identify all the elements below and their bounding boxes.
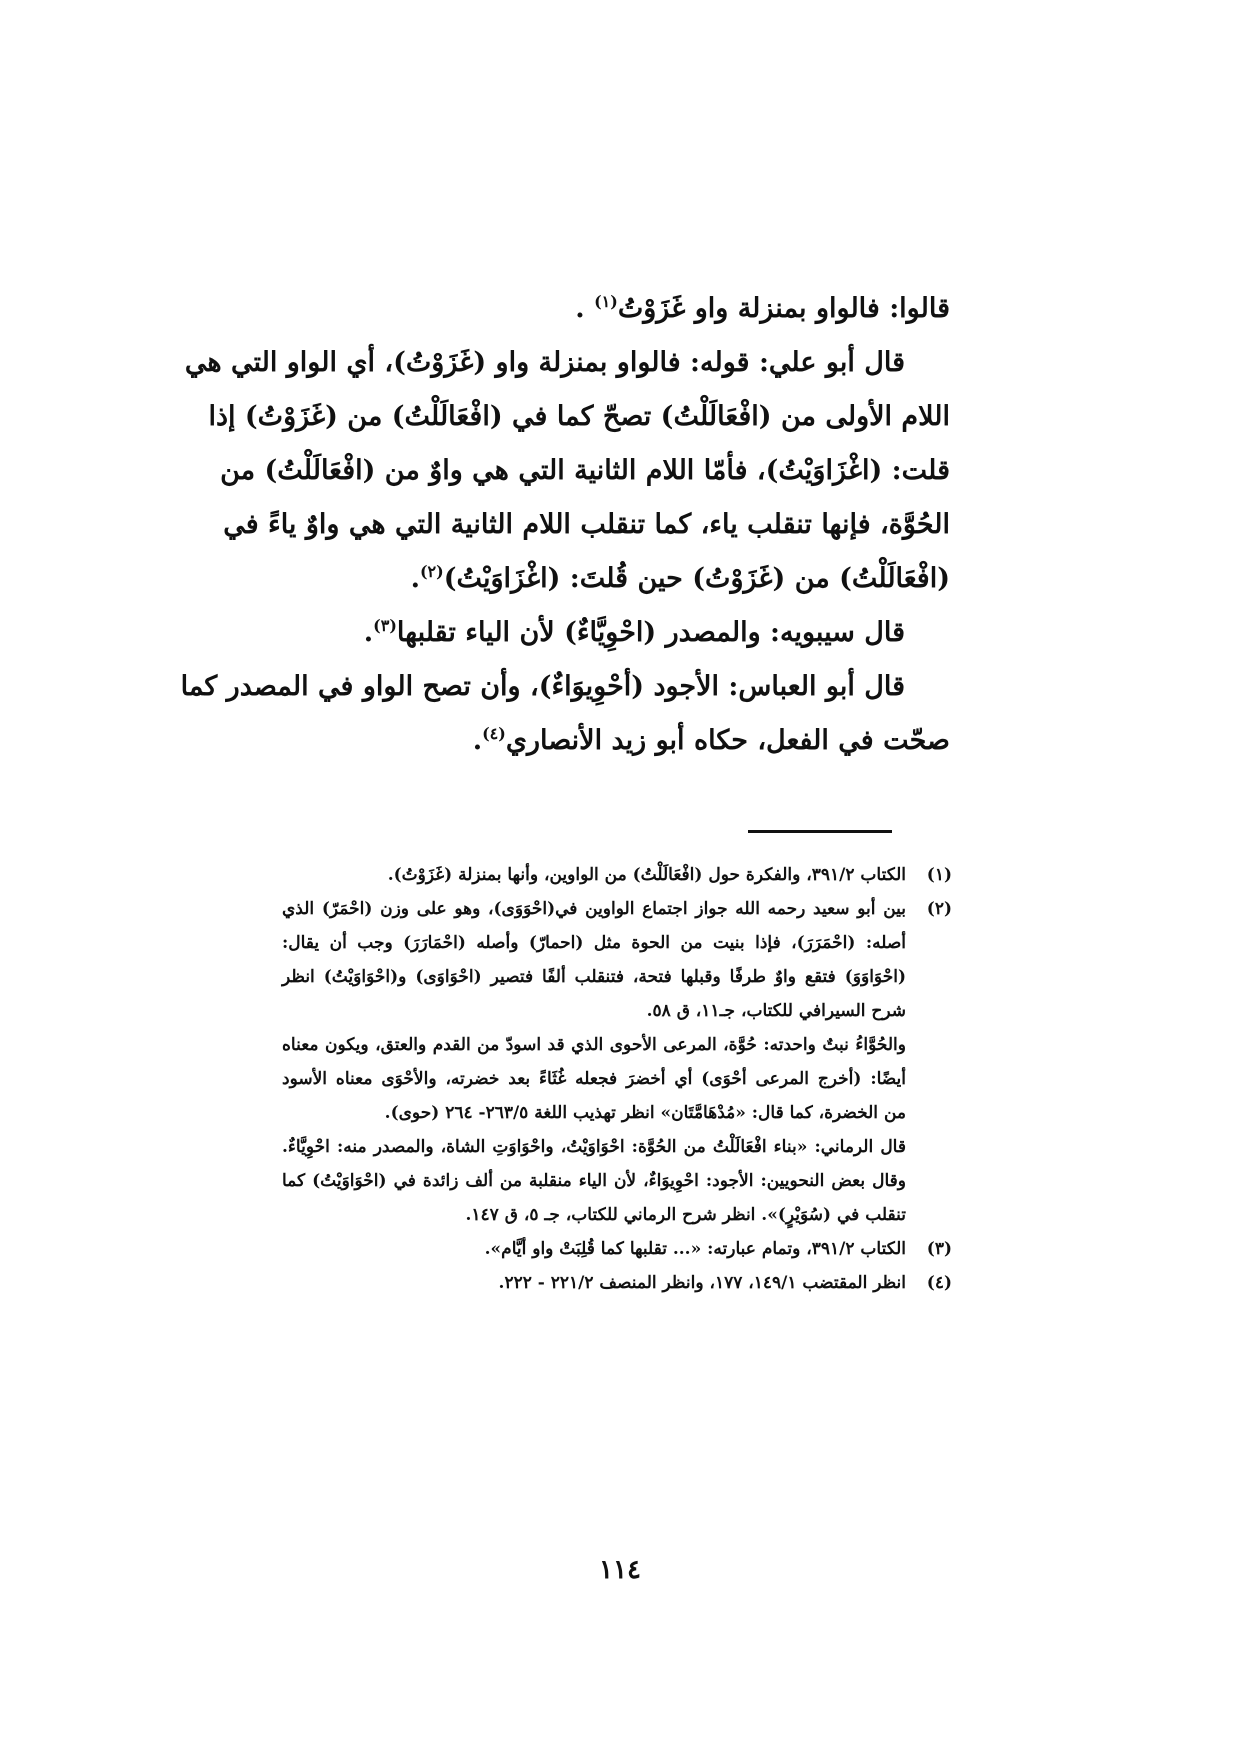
footnote-line: من الخضرة، كما قال: «مُدْهَامَّتَان» انظر تهذيب اللغة ٢٦٣/٥- ٢٦٤ (حوى). (384, 1103, 906, 1123)
footnote-line: انظر المقتضب ١٤٩/١، ١٧٧، وانظر المنصف ٢٢١/٢ - ٢٢٢. (498, 1273, 906, 1293)
text-line: قال سيبويه: والمصدر (احْوِيَّاءٌ) لأن الياء تقلبها$^{(٣)}$. (363, 616, 905, 648)
footnote-line: أيضًا: (أخرج المرعى أحْوَى) أي أخضرَ فجعله غُثَاءً بعد خضرته، والأحْوَى معناه الأسود (282, 1069, 906, 1089)
footnote-4 (282, 1266, 952, 1300)
text-line: قلت: (اغْزَاوَيْتُ)، فأمّا اللام الثانية التي هي واوٌ من (افْعَالَلْتُ) من (220, 455, 950, 486)
main-text (180, 282, 950, 768)
footnote-ref[interactable]: (٣) (373, 616, 397, 635)
footnote-line: بين أبو سعيد رحمه الله جواز اجتماع الواوين في(احْوَوَى)، وهو على وزن (احْمَرّ) الذي (282, 899, 906, 919)
footnote-number: (١) (926, 865, 952, 885)
page-number: ١١٤ (599, 1555, 641, 1585)
text-line: الحُوَّة، فإنها تنقلب ياء، كما تنقلب اللام الثانية التي هي واوٌ ياءً في (223, 509, 950, 540)
footnote-line: وقال بعض النحويين: الأجود: احْوِيوَاءٌ، لأن الياء منقلبة من ألف زائدة في (احْوَاوَيْتُ) كما (282, 1171, 906, 1191)
footnote-3 (282, 1232, 952, 1266)
footnote-ref[interactable]: (٤) (482, 724, 506, 743)
footnotes (282, 858, 952, 1300)
footnote-ref[interactable]: (١) (594, 292, 618, 311)
footnote-line: قال الرماني: «بناء افْعَالَلْتُ من الحُوَّة: احْوَاوَيْتُ، واحْوَاوَتِ الشاة، والمصدر منه: احْوِيَّاءٌ. (282, 1137, 906, 1157)
text-line: (افْعَالَلْتُ) من (غَزَوْتُ) حين قُلتَ: (اغْزَاوَيْتُ)$^{(٢)}$. (410, 562, 950, 594)
footnote-line: شرح السيرافي للكتاب، جـ١١، ق ٥٨. (646, 1001, 906, 1021)
text-line: قال أبو علي: قوله: فالواو بمنزلة واو (غَزَوْتُ)، أي الواو التي هي (184, 347, 905, 378)
footnote-number: (٣) (926, 1239, 952, 1259)
footnote-line: (احْوَاوَوَ) فتقع واوٌ طرفًا وقبلها فتحة، فتنقلب ألفًا فتصير (احْوَاوَى) و(احْوَاوَيْتُ) انظر (282, 967, 906, 987)
text-line: قال أبو العباس: الأجود (أحْوِيوَاءٌ)، وأن تصح الواو في المصدر كما (180, 671, 905, 702)
text-line: صحّت في الفعل، حكاه أبو زيد الأنصاري$^{(٤)}$. (472, 724, 950, 756)
footnote-line: أصله: (احْمَرَرَ)، فإذا بنيت من الحوة مثل (احمارّ) وأصله (احْمَارَرَ) وجب أن يقال: (282, 933, 906, 953)
footnote-1 (282, 858, 952, 892)
footnote-number: (٢) (926, 899, 952, 919)
footnote-line: تنقلب في (سُوَيْرٍ)». انظر شرح الرماني للكتاب، جـ ٥، ق ١٤٧. (465, 1205, 906, 1225)
footnote-line: الكتاب ٣٩١/٢، وتمام عبارته: «... تقلبها كما قُلِبَتْ واو أيَّام». (484, 1239, 906, 1259)
footnote-line: والحُوَّاءُ نبتٌ واحدته: حُوَّة، المرعى الأحوى الذي قد اسودّ من القدم والعتق، ويكون معناه (282, 1035, 906, 1055)
speaker-name: قال سيبويه: (770, 617, 905, 648)
footnote-ref[interactable]: (٢) (419, 562, 444, 581)
footnote-separator (748, 830, 892, 833)
footnote-2 (282, 892, 952, 1232)
text-line: قالوا: فالواو بمنزلة واو غَزَوْتُ$^{(١)}$ . (575, 292, 950, 324)
footnote-number: (٤) (926, 1273, 952, 1293)
footnote-line: الكتاب ٣٩١/٢، والفكرة حول (افْعَالَلْتُ) من الواوين، وأنها بمنزلة (غَزَوْتُ). (387, 865, 906, 885)
text-line: اللام الأولى من (افْعَالَلْتُ) تصحّ كما في (افْعَالَلْتُ) من (غَزَوْتُ) إذا (208, 401, 950, 432)
